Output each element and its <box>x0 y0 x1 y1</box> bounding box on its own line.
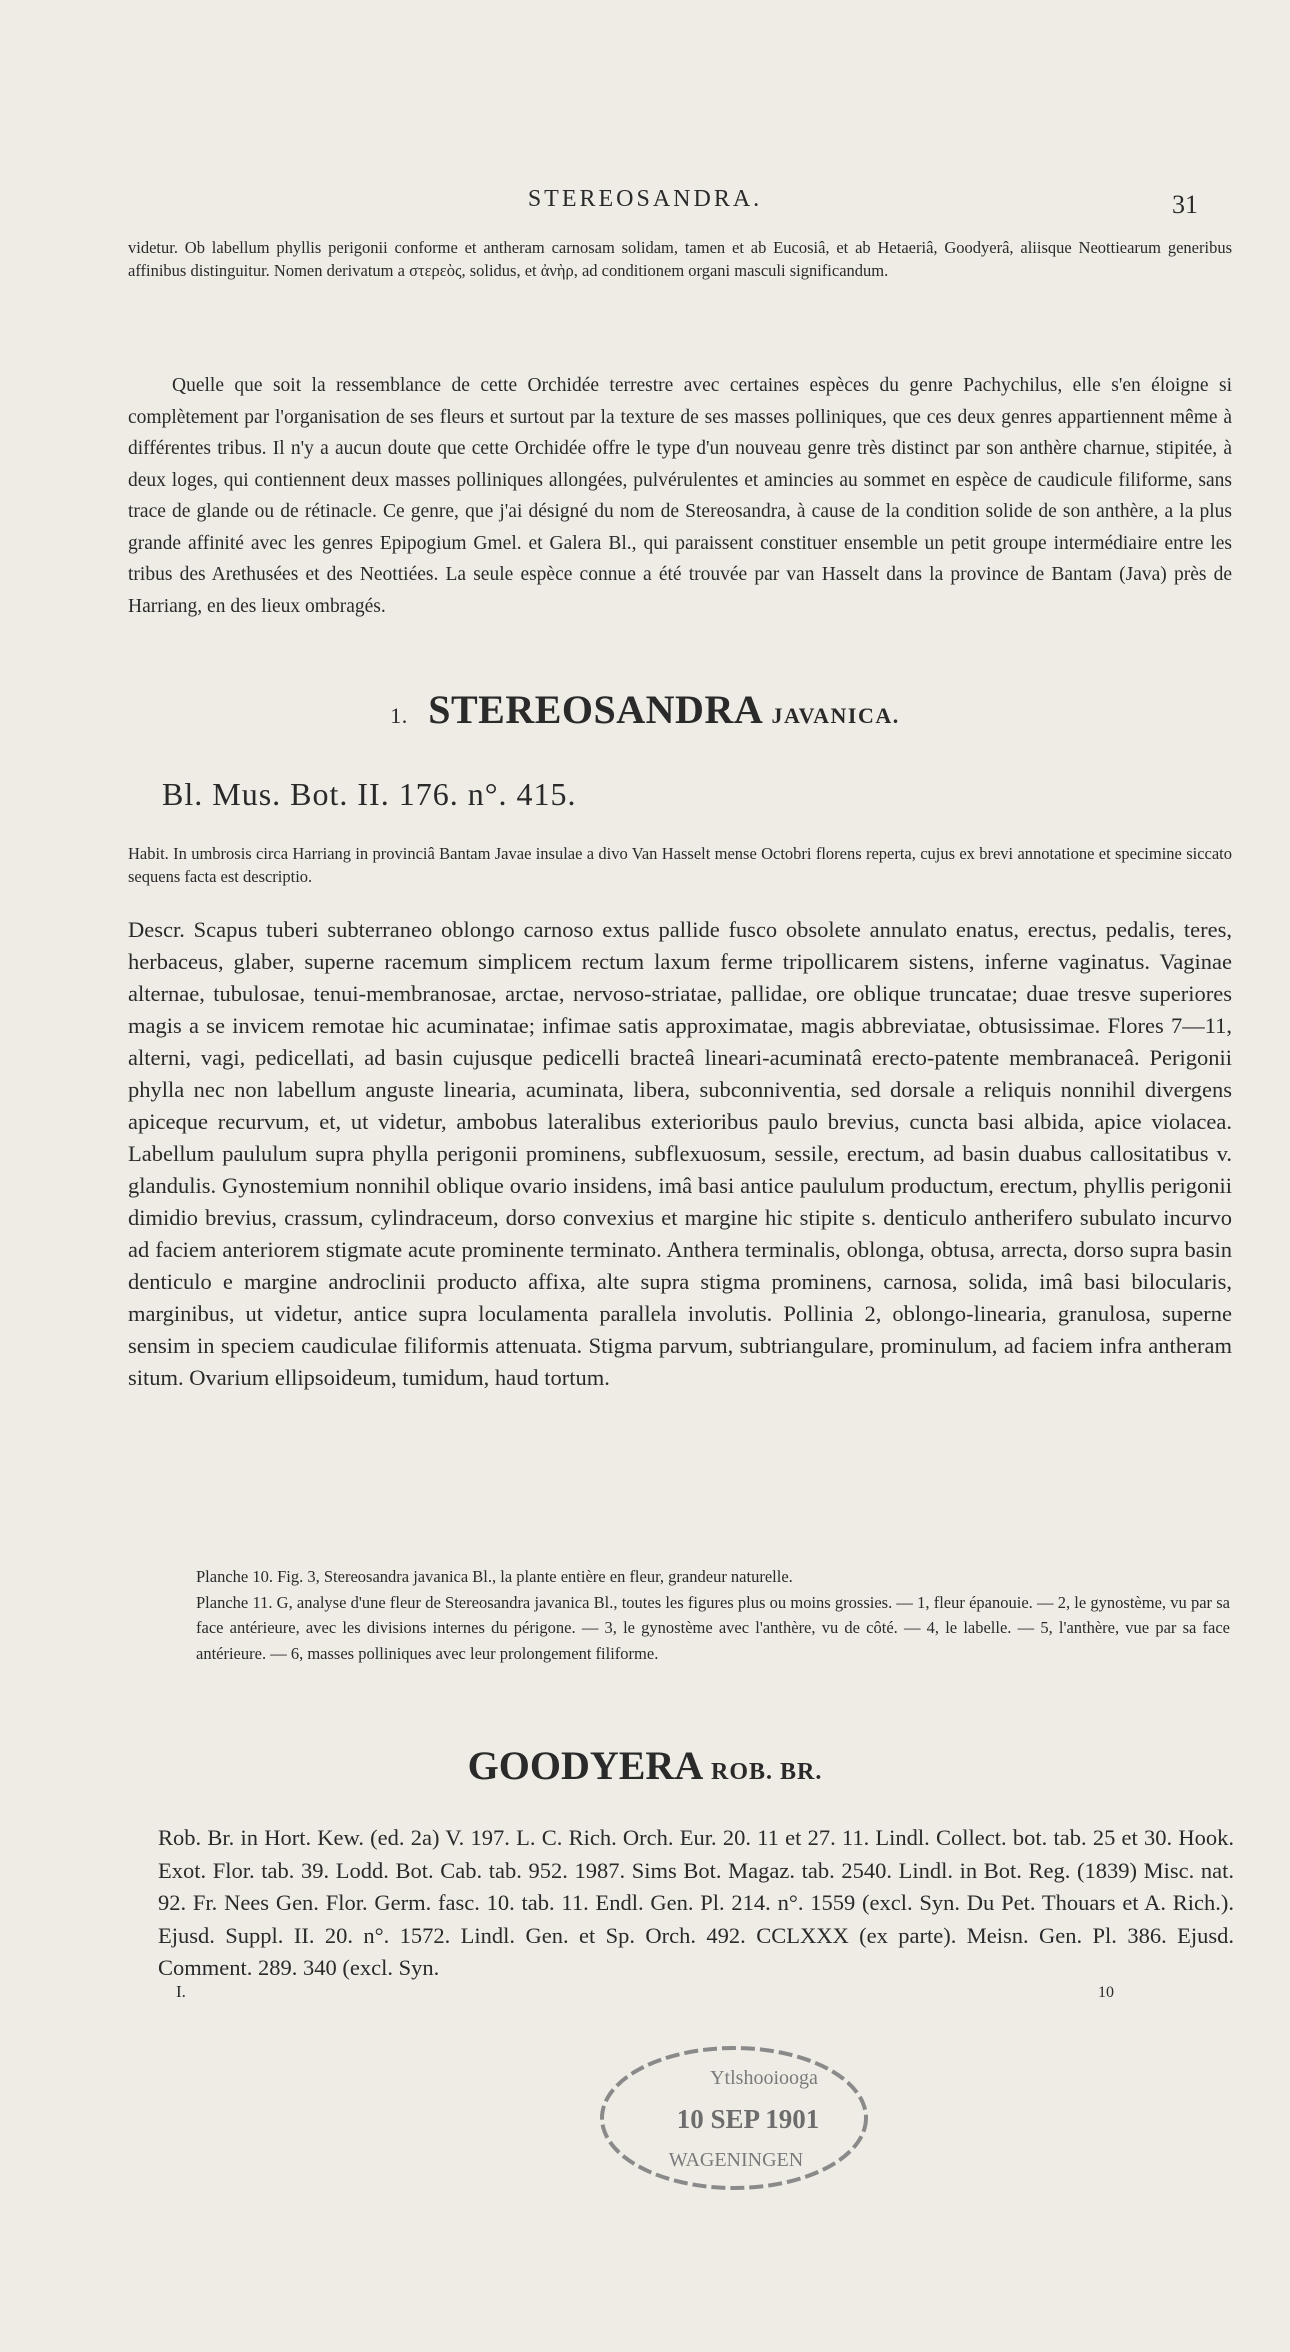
species-epithet: JAVANICA. <box>771 703 900 728</box>
stamp-date: 10 SEP 1901 <box>676 2104 820 2134</box>
species-genus: STEREOSANDRA <box>428 687 762 732</box>
genus-references: Rob. Br. in Hort. Kew. (ed. 2a) V. 197. L. C. Rich. Orch. Eur. 20. 11 et 27. 11. Lindl. Collect. bot. tab. 25 et 30. Hook. Exot. Flor. tab. 39. Lodd. Bot. Cab. tab. 952. 1987. Sims Bot. Magaz. tab. 2540. Lindl. in Bot. Reg. (1839) Misc. nat. 92. Fr. Nees Gen. Flor. Germ. fasc. 10. tab. 11. Endl. Gen. Pl. 214. n°. 1559 (excl. Syn. Du Pet. Thouars et A. Rich.). Ejusd. Suppl. II. 20. n°. 1572. Lindl. Gen. et Sp. Orch. 492. CCLXXX (ex parte). Meisn. Gen. Pl. 386. Ejusd. Comment. 289. 340 (excl. Syn. <box>158 1825 1234 1980</box>
plate-notes <box>196 1564 1230 1666</box>
page-number: 31 <box>1172 190 1198 219</box>
habitat-text: In umbrosis circa Harriang in provinciâ Bantam Javae insulae a divo Van Hasselt mense Octobri florens reperta, cujus ex brevi annotatione et specimine siccato sequens facta est descriptio. <box>128 844 1233 886</box>
running-head: STEREOSANDRA. <box>527 186 763 212</box>
library-stamp <box>592 2036 876 2200</box>
genus-name: GOODYERA <box>467 1743 701 1788</box>
genus-heading <box>0 1742 1290 1789</box>
habitat-paragraph <box>128 842 1232 888</box>
species-heading <box>0 686 1290 733</box>
description-label: Descr. <box>128 917 185 942</box>
signature-right: 10 <box>1098 1984 1114 2001</box>
plate-note: Planche 10. Fig. 3, Stereosandra javanica Bl., la plante entière en fleur, grandeur naturelle. <box>196 1567 793 1586</box>
french-intro: Quelle que soit la ressemblance de cette Orchidée terrestre avec certaines espèces du genre Pachychilus, elle s'en éloigne si complètement par l'organisation de ses fleurs et surtout par la texture de ses masses polliniques, que ces deux genres appartiennent même à différentes tribus. Il n'y a aucun doute que cette Orchidée offre le type d'un nouveau genre très distinct par son anthère charnue, stipitée, à deux loges, qui contiennent deux masses polliniques allongées, pulvérulentes et amincies au sommet en espèce de caudicule filiforme, sans trace de glande ou de rétinacle. Ce genre, que j'ai désigné du nom de Stereosandra, à cause de la condition solide de son anthère, a la plus grande affinité avec les genres Epipogium Gmel. et Galera Bl., qui paraissent constituer ensemble un petit groupe intermédiaire entre les tribus des Arethusées et des Neottiées. La seule espèce connue a été trouvée par van Hasselt dans la province de Bantam (Java) près de Harriang, en des lieux ombragés. <box>128 375 1232 617</box>
stamp-line1: Ytlshooiooga <box>710 2067 818 2089</box>
species-citation: Bl. Mus. Bot. II. 176. n°. 415. <box>162 776 577 812</box>
description-text: Scapus tuberi subterraneo oblongo carnoso extus pallide fusco obsolete annulato enatus, erectus, pedalis, teres, herbaceus, glaber, superne racemum simplicem rectum laxum ferme tripollicarem sistens, inferne vaginatus. Vaginae alternae, tubulosae, tenui-membranosae, arctae, nervoso-striatae, pallidae, ore oblique truncatae; duae tresve superiores magis a se invicem remotae hic acuminatae; infimae satis approximatae, magis abbreviatae, obtusissimae. Flores 7—11, alterni, vagi, pedicellati, ad basin cujusque pedicelli bracteâ lineari-acuminatâ erecto-patente membranaceâ. Perigonii phylla nec non labellum anguste linearia, acuminata, libera, subconniventia, sed dorsale a reliquis nonnihil divergens apiceque recurvum, et, ut videtur, ambobus lateralibus exterioribus paulo brevius, cuncta basi albida, apice violacea. Labellum paululum supra phylla perigonii prominens, subflexuosum, sessile, erectum, ad basin duabus callositatibus v. glandulis. Gynostemium nonnihil oblique ovario insidens, imâ basi antice paululum productum, erectum, phyllis perigonii dimidio brevius, crassum, cylindraceum, dorso convexius et margine hic stipite s. denticulo antherifero subulato incurvo ad faciem anteriorem stigmate acute prominente terminato. Anthera terminalis, oblonga, obtusa, arrecta, dorso supra basin denticulo e margine androclinii producto affixa, alte supra stigma prominens, carnosa, solida, imâ basi bilocularis, marginibus, ut videtur, antice supra loculamenta parallela involutis. Pollinia 2, oblongo-linearia, granulosa, superne sensim in speciem caudiculae filiformis attenuata. Stigma parvum, subtriangulare, prominulum, ad faciem infra antheram situm. Ovarium ellipsoideum, tumidum, haud tortum. <box>128 917 1232 1390</box>
signature-left: I. <box>176 1982 186 2001</box>
species-number: 1. <box>390 703 408 728</box>
plate-note: Planche 11. G, analyse d'une fleur de Stereosandra javanica Bl., toutes les figures plus ou moins grossies. — 1, fleur épanouie. — 2, le gynostème, vu par sa face antérieure, avec les divisions internes du périgone. — 3, le gynostème avec l'anthère, vu de côté. — 4, le labelle. — 5, l'anthère, vue par sa face antérieure. — 6, masses polliniques avec leur prolongement filiforme. <box>196 1592 1230 1663</box>
description-paragraph <box>128 914 1232 1394</box>
stamp-place: WAGENINGEN <box>668 2149 804 2171</box>
habitat-label: Habit. <box>128 844 169 863</box>
genus-author: ROB. BR. <box>711 1759 823 1785</box>
latin-intro: videtur. Ob labellum phyllis perigonii conforme et antheram carnosam solidam, tamen et ab Eucosiâ, et ab Hetaeriâ, Goodyerâ, aliisque Neottiearum generibus affinibus distinguitur. Nomen derivatum a στερεὸς, solidus, et ἀνὴρ, ad conditionem organi masculi significandum. <box>128 238 1232 280</box>
